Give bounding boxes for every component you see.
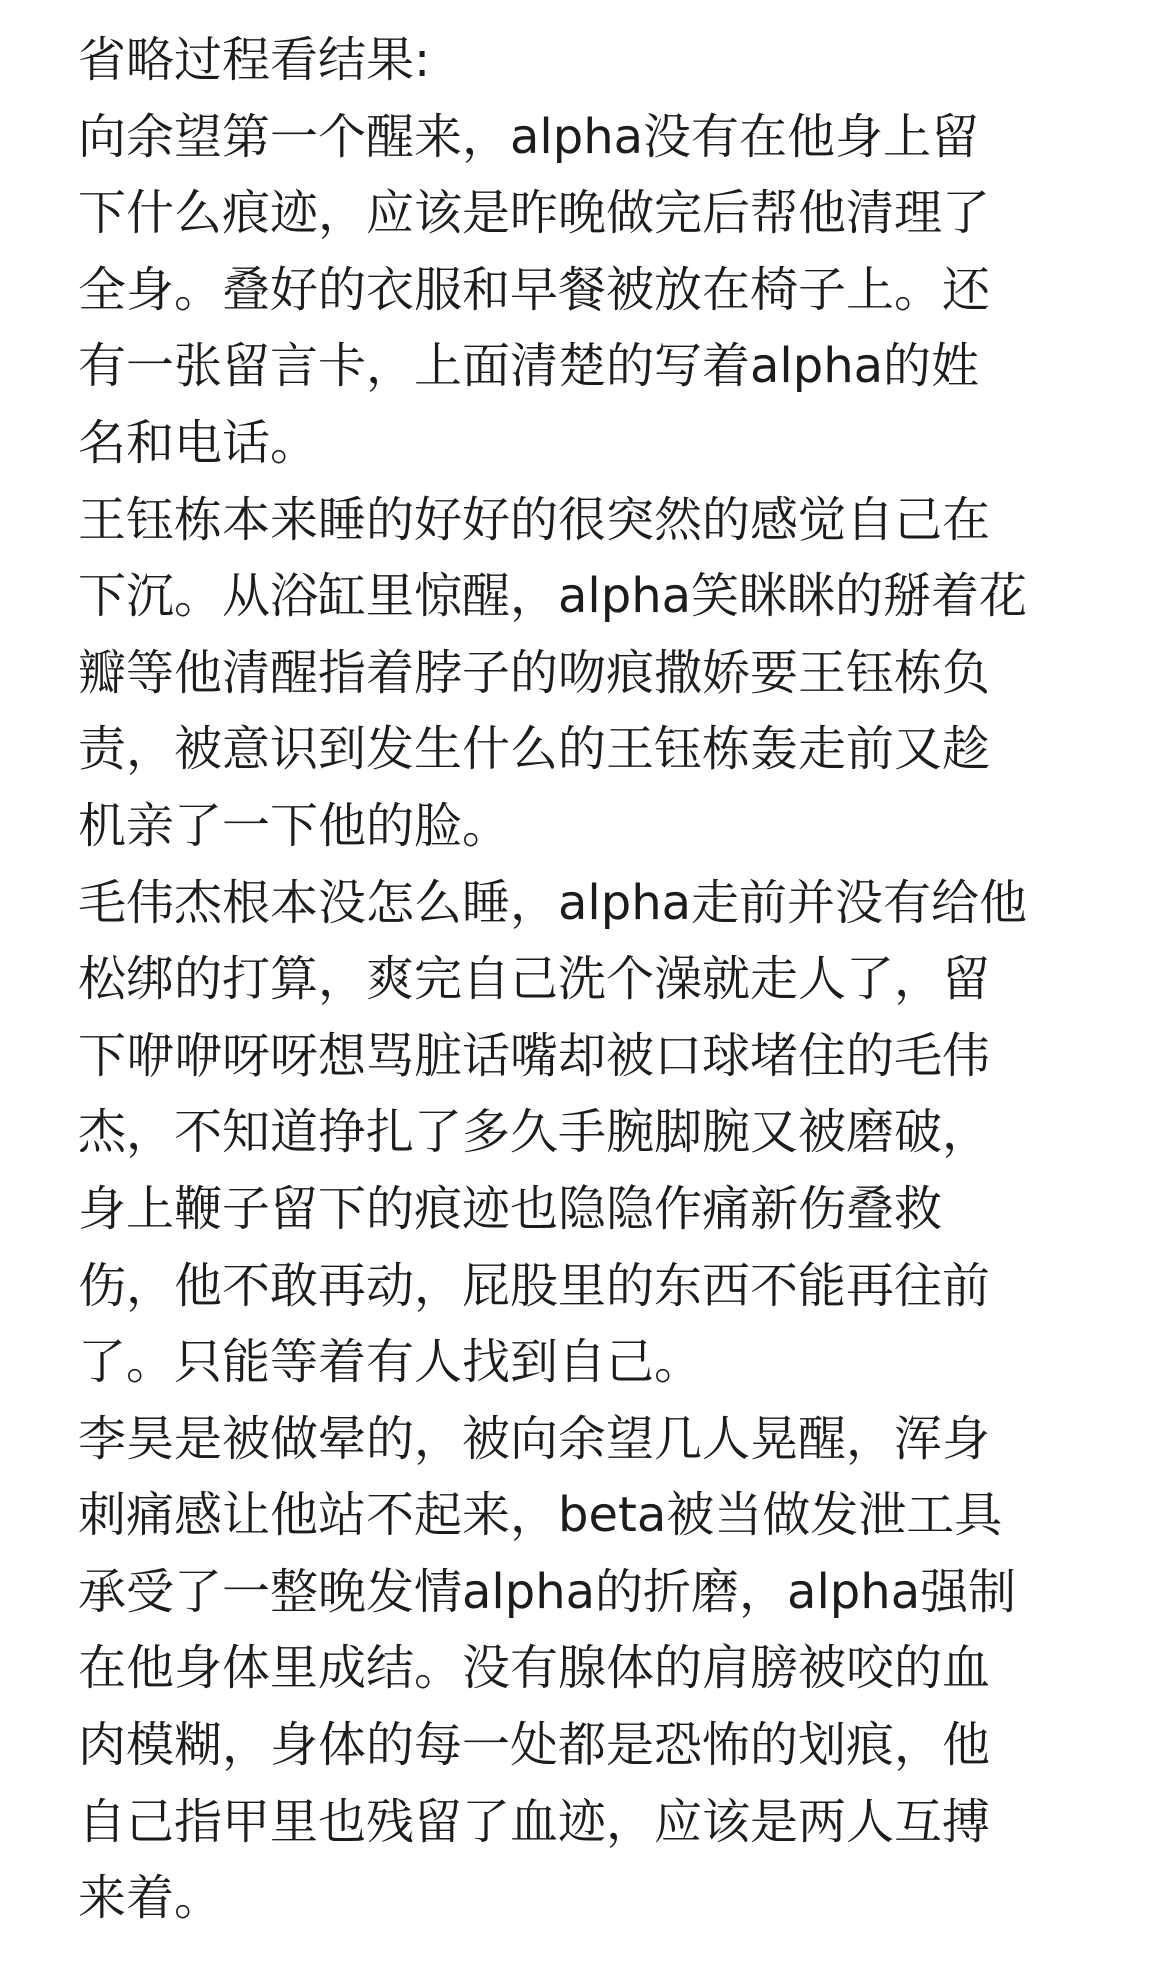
text-line: 瓣等他清醒指着脖子的吻痕撒娇要王钰栋负 [78,644,991,701]
text-line: 全身。叠好的衣服和早餐被放在椅子上。还 [78,261,991,318]
text-line: 下沉。从浴缸里惊醒，alpha笑眯眯的掰着花 [78,568,1028,625]
text-line: 下什么痕迹，应该是昨晚做完后帮他清理了 [78,185,991,242]
text-line: 来着。 [78,1870,223,1927]
text-line: 王钰栋本来睡的好好的很突然的感觉自己在 [78,491,991,548]
text-line: 毛伟杰根本没怎么睡，alpha走前并没有给他 [78,874,1028,931]
text-line: 在他身体里成结。没有腺体的肩膀被咬的血 [78,1640,991,1697]
text-line: 松绑的打算，爽完自己洗个澡就走人了，留 [78,951,991,1008]
text-line: 刺痛感让他站不起来，beta被当做发泄工具 [78,1487,1003,1544]
text-line: 伤，他不敢再动，屁股里的东西不能再往前 [78,1257,991,1314]
text-line: 身上鞭子留下的痕迹也隐隐作痛新伤叠救 [78,1180,943,1237]
text-line: 向余望第一个醒来，alpha没有在他身上留 [78,108,980,165]
text-line: 名和电话。 [78,414,319,471]
text-line: 机亲了一下他的脸。 [78,797,511,854]
text-line: 省略过程看结果: [78,32,431,88]
text-line: 有一张留言卡，上面清楚的写着alpha的姓 [78,338,980,395]
text-line: 下咿咿呀呀想骂脏话嘴却被口球堵住的毛伟 [78,1027,991,1084]
text-line: 杰，不知道挣扎了多久手腕脚腕又被磨破， [78,1104,991,1161]
text-line: 李昊是被做晕的，被向余望几人晃醒，浑身 [78,1410,991,1467]
text-line: 了。只能等着有人找到自己。 [78,1334,703,1391]
text-line: 肉模糊，身体的每一处都是恐怖的划痕，他 [78,1717,991,1774]
text-line: 承受了一整晚发情alpha的折磨，alpha强制 [78,1563,1017,1620]
text-line: 自己指甲里也残留了血迹，应该是两人互搏 [78,1793,991,1850]
text-line: 责，被意识到发生什么的王钰栋轰走前又趁 [78,721,991,778]
note-text [78,22,1088,1937]
